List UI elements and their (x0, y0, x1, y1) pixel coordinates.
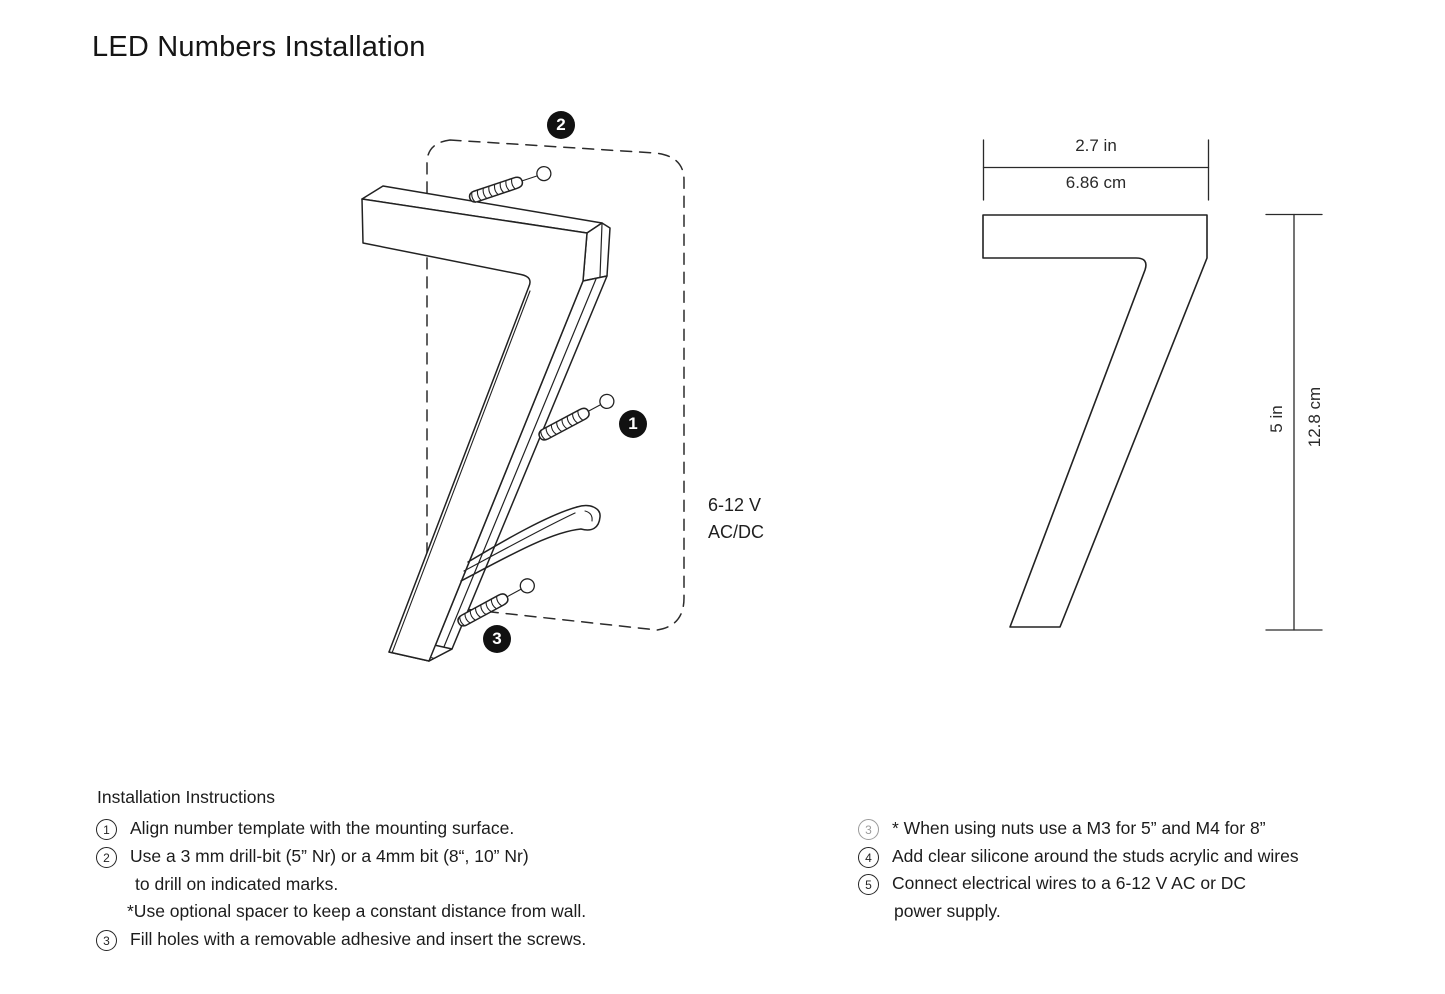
step-marker-5: 5 (858, 874, 879, 895)
instruction-text: Fill holes with a removable adhesive and insert the screws. (130, 929, 587, 949)
height-cm-label: 12.8 cm (1305, 386, 1324, 448)
instruction-row (96, 929, 586, 951)
callout-2: 2 (547, 111, 575, 139)
width-cm-label: 6.86 cm (1065, 173, 1127, 192)
voltage-line2: AC/DC (708, 522, 765, 542)
instruction-row (96, 818, 514, 840)
step-marker-1: 1 (96, 819, 117, 840)
instruction-text: Use a 3 mm drill-bit (5” Nr) or a 4mm bit (8“, 10” Nr) (130, 846, 529, 866)
step-marker-2: 2 (96, 847, 117, 868)
height-inches-label: 5 in (1267, 405, 1286, 433)
instruction-row (101, 874, 338, 895)
step-marker-3-note: 3 (858, 819, 879, 840)
instruction-row (96, 846, 529, 868)
voltage-label (708, 492, 764, 546)
callout-1: 1 (619, 410, 647, 438)
instructions-heading: Installation Instructions (97, 787, 276, 807)
instruction-row (858, 818, 1266, 840)
instruction-row (93, 901, 586, 922)
instruction-text: *Use optional spacer to keep a constant distance from wall. (127, 901, 587, 921)
instruction-row (858, 873, 1246, 895)
instruction-row (860, 901, 1001, 922)
callout-3: 3 (483, 625, 511, 653)
step-marker-4: 4 (858, 847, 879, 868)
instruction-text: Connect electrical wires to a 6-12 V AC or DC (892, 873, 1247, 893)
instruction-text: Add clear silicone around the studs acrylic and wires (892, 846, 1299, 866)
instruction-text: to drill on indicated marks. (135, 874, 339, 894)
page-title: LED Numbers Installation (92, 31, 426, 63)
width-inches-label: 2.7 in (1075, 136, 1117, 155)
number-7-flat (983, 215, 1207, 627)
instruction-text: Align number template with the mounting surface. (130, 818, 515, 838)
instruction-text: * When using nuts use a M3 for 5” and M4 for 8” (892, 818, 1266, 838)
instruction-row (858, 846, 1299, 868)
step-marker-3: 3 (96, 930, 117, 951)
voltage-line1: 6-12 V (708, 495, 762, 515)
instruction-text: power supply. (894, 901, 1001, 921)
screw-top (468, 165, 553, 205)
